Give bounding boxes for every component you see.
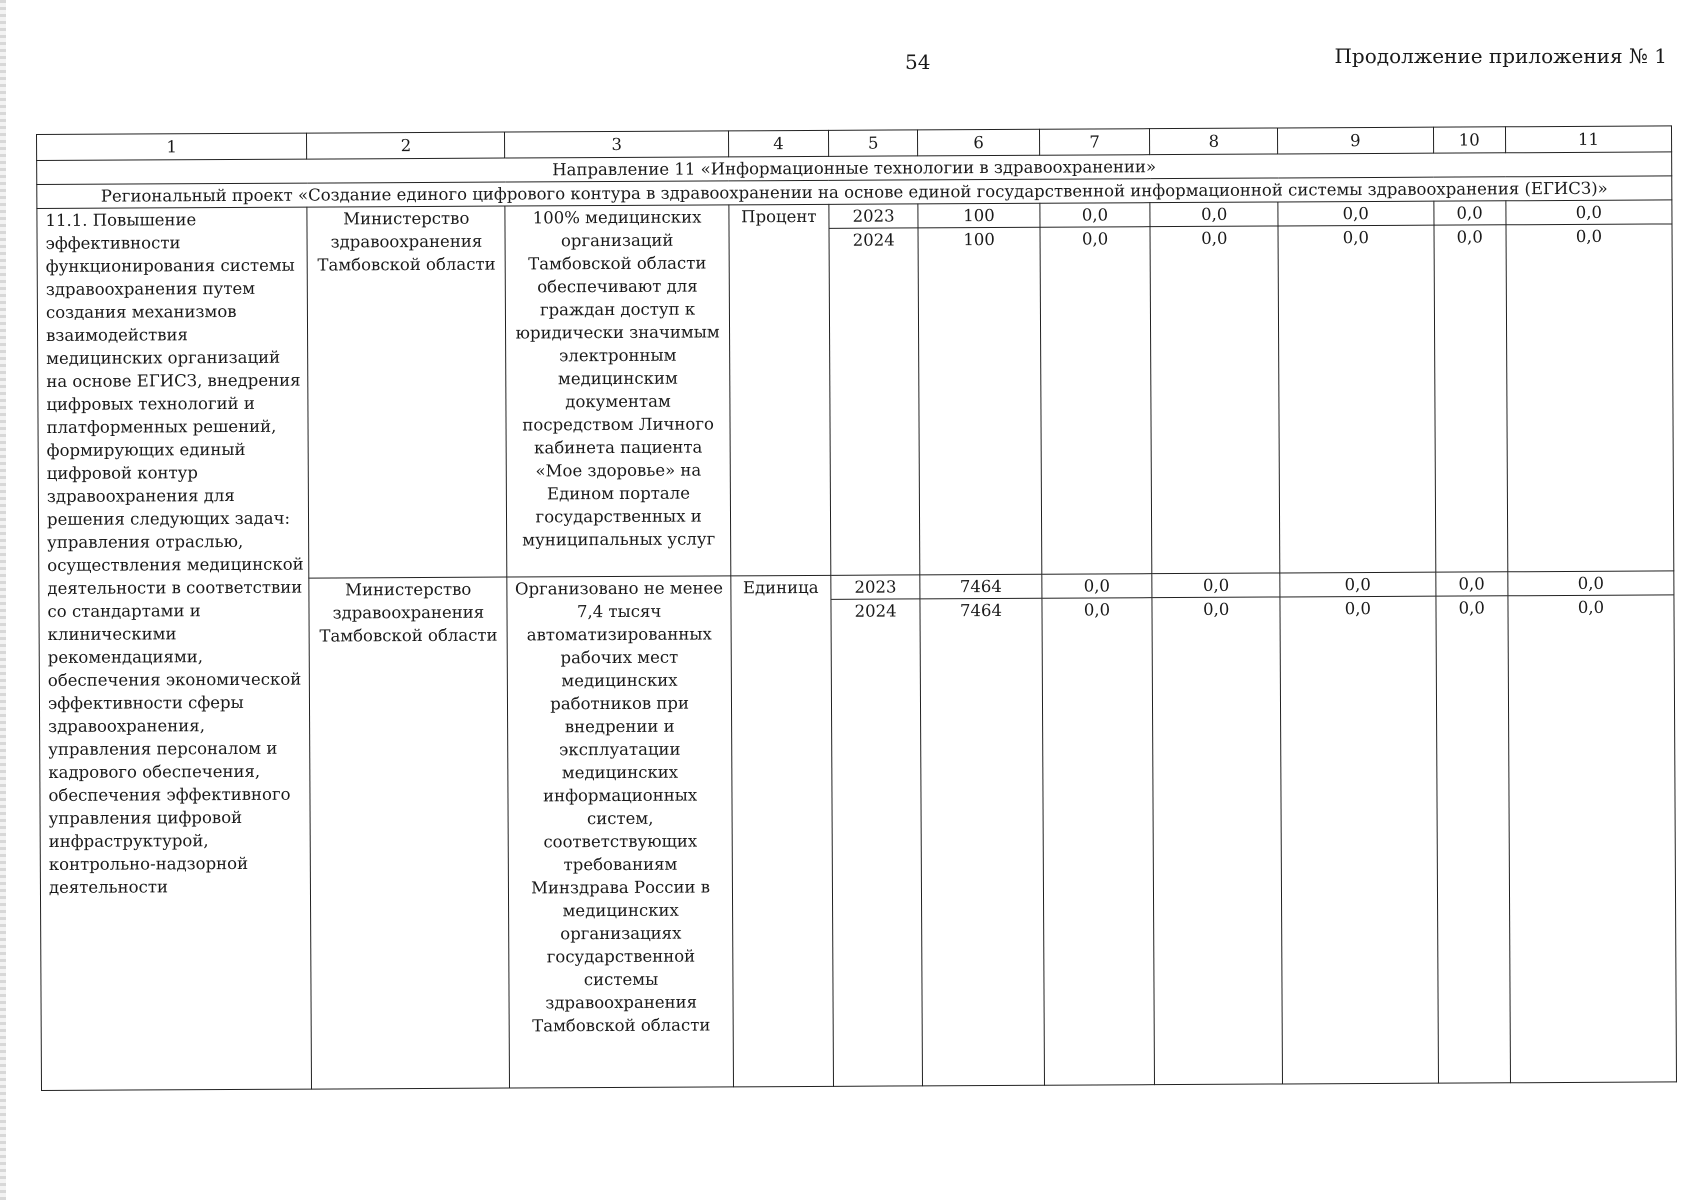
value: 0,0	[1042, 574, 1152, 599]
value-cell	[1150, 202, 1280, 574]
value: 0,0	[1278, 202, 1433, 227]
value: 0,0	[1508, 571, 1673, 596]
appendix-continuation-note: Продолжение приложения № 1	[1334, 44, 1667, 68]
indicator-cell: Организовано не менее 7,4 тысяч автоматизированных рабочих мест медицинских работников при внедрении и эксплуатации медицинских информационных систем, соответствующих требованиям Минздрава России в медицинских организациях государственной системы здравоохранения Тамбовской области	[507, 576, 733, 1088]
value: 0,0	[1203, 599, 1230, 619]
value-cell	[1040, 203, 1153, 575]
value: 0,0	[1458, 598, 1485, 618]
column-header: 5	[828, 130, 918, 156]
value: 7464	[921, 575, 1041, 600]
value: 0,0	[1081, 229, 1109, 249]
year-cell	[831, 575, 923, 1086]
value: 0,0	[1201, 228, 1228, 248]
value-cell	[1280, 572, 1438, 1084]
task-description: 11.1. Повышение эффективности функционирования системы здравоохранения путем создания механизмов взаимодействия медицинских организаций на основе ЕГИСЗ, внедрения цифровых технологий и платформенных решений, формирующих единый цифровой контур здравоохранения для решения следующих задач: управления отраслью, осуществления медицинской деятельности в соответствии со стандартами и клиническими рекомендациями, обеспечения экономической эффективности сферы здравоохранения, управления персоналом и кадрового обеспечения, обеспечения эффективного управления цифровой инфраструктурой, контрольно-надзорной деятельности	[37, 207, 312, 1090]
unit-cell: Единица	[731, 575, 834, 1087]
value-cell	[1506, 200, 1674, 572]
value-cell	[1435, 572, 1510, 1083]
column-header: 8	[1150, 128, 1278, 155]
unit-cell: Процент	[729, 204, 831, 576]
value: 0,0	[1577, 597, 1605, 617]
column-header: 11	[1505, 126, 1671, 153]
value-cell	[1152, 573, 1282, 1085]
value: 0,0	[1344, 599, 1371, 619]
value: 0,0	[1436, 572, 1507, 596]
column-header: 7	[1039, 129, 1150, 156]
value: 0,0	[1575, 226, 1603, 246]
value: 0,0	[1280, 573, 1435, 598]
column-header: 1	[37, 133, 307, 160]
column-header: 2	[307, 132, 505, 159]
column-header: 10	[1433, 127, 1506, 153]
column-header: 3	[505, 131, 729, 158]
value: 0,0	[1040, 203, 1150, 228]
value: 0,0	[1456, 227, 1483, 247]
scan-edge	[0, 0, 6, 1200]
value-cell	[1278, 201, 1435, 573]
year-value: 2023	[829, 204, 918, 228]
indicator-cell: 100% медицинских организаций Тамбовской области обеспечивают для граждан доступ к юридически значимым электронным медицинским документам посредством Личного кабинета пациента «Мое здоровье» на Едином портале государственных и муниципальных услуг	[505, 205, 730, 577]
value: 100	[919, 204, 1039, 229]
data-table	[36, 125, 1677, 1091]
value: 0,0	[1083, 600, 1111, 620]
column-header: 6	[918, 129, 1039, 156]
value: 100	[963, 229, 995, 250]
year-value: 2024	[854, 601, 897, 621]
value: 7464	[959, 600, 1003, 621]
direction-heading: Направление 11 «Информационные технологии в здравоохранении»	[37, 152, 1672, 185]
value: 0,0	[1151, 203, 1278, 228]
value: 0,0	[1342, 228, 1370, 248]
year-value: 2024	[852, 230, 895, 250]
regional-project-heading: Региональный проект «Создание единого цифрового контура в здравоохранении на основе единой государственной информационной системы здравоохранения (ЕГИСЗ)»	[37, 176, 1672, 209]
executor-cell: Министерство здравоохранения Тамбовской области	[309, 577, 510, 1089]
year-value: 2023	[831, 575, 920, 599]
value-cell	[918, 203, 1041, 575]
value: 0,0	[1506, 200, 1671, 225]
year-cell	[829, 204, 920, 575]
value-cell	[1508, 571, 1677, 1083]
column-header: 4	[728, 130, 828, 157]
executor-cell: Министерство здравоохранения Тамбовской области	[307, 206, 507, 578]
value: 0,0	[1153, 573, 1280, 598]
value: 0,0	[1434, 201, 1505, 225]
value-cell	[1433, 201, 1507, 572]
page-number: 54	[905, 50, 931, 74]
value-cell	[920, 574, 1044, 1086]
column-header: 9	[1278, 127, 1434, 154]
value-cell	[1041, 574, 1154, 1086]
table-row	[37, 200, 1674, 580]
